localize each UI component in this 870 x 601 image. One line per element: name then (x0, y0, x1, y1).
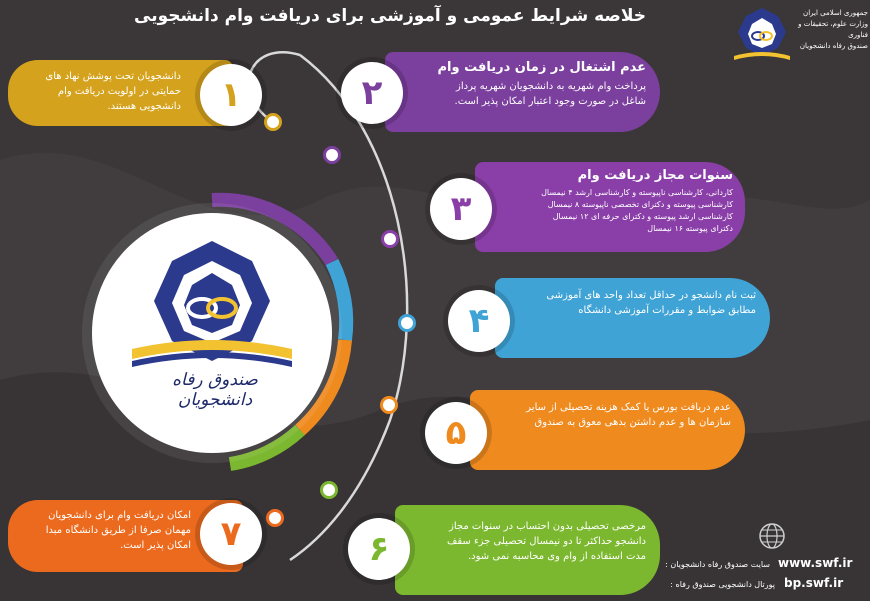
connector-dot-6 (320, 481, 338, 499)
org-line-2: وزارت علوم، تحقیقات و فناوری (798, 20, 868, 39)
condition-1-text: دانشجویان تحت پوشش نهاد های حمایتی در اولویت دریافت وام دانشجویی هستند. (45, 71, 181, 112)
condition-6-text: مرخصی تحصیلی بدون احتساب در سنوات مجاز دانشجو حداکثر تا دو نیمسال تحصیلی جزء سقف مدت استفاده از وام وی محاسبه نمی شود. (446, 521, 646, 562)
connector-dot-2 (323, 146, 341, 164)
number-badge-6 (348, 518, 410, 580)
site-url-link[interactable]: www.swf.ir (778, 556, 853, 570)
condition-card-3 (475, 162, 745, 252)
portal-label: پورتال دانشجویی صندوق رفاه : (670, 580, 775, 589)
connector-dot-4 (398, 314, 416, 332)
number-2: ۲ (361, 73, 383, 113)
fund-logo-icon (728, 4, 796, 64)
condition-4-text: ثبت نام دانشجو در حداقل تعداد واحد های آموزشی مطابق ضوابط و مقررات آموزشی دانشگاه (546, 290, 756, 316)
globe-icon (757, 521, 787, 551)
page-title: خلاصه شرایط عمومی و آموزشی برای دریافت وام دانشجویی (134, 6, 646, 26)
connector-dot-5 (380, 396, 398, 414)
number-badge-7 (200, 503, 262, 565)
number-1: ۱ (220, 75, 242, 115)
condition-3-line-4: دکترای پیوسته ۱۶ نیمسال (647, 224, 733, 233)
connector-dot-3 (381, 230, 399, 248)
condition-2-text: پرداخت وام شهریه به دانشجویان شهریه پرداز شاغل در صورت وجود اعتبار امکان پذیر است. (454, 81, 646, 107)
portal-url-link[interactable]: bp.swf.ir (784, 576, 844, 590)
condition-2-title: عدم اشتغال در زمان دریافت وام (437, 60, 646, 75)
org-line-1: جمهوری اسلامی ایران (803, 9, 868, 17)
site-label: سایت صندوق رفاه دانشجویان : (665, 560, 770, 569)
number-badge-4 (448, 290, 510, 352)
number-6: ۶ (368, 529, 390, 569)
condition-card-5 (470, 390, 745, 470)
condition-5-text: عدم دریافت بورس یا کمک هزینه تحصیلی از سایر سازمان ها و عدم داشتن بدهی معوق به صندوق (526, 402, 731, 428)
center-logo-text: صندوق رفاه دانشجویان (172, 370, 258, 410)
condition-card-6 (395, 505, 660, 595)
condition-card-4 (495, 278, 770, 358)
connector-dot-1 (264, 113, 282, 131)
condition-3-line-3: کارشناسی ارشد پیوسته و دکترای حرفه ای ۱۲ نیمسال (552, 212, 733, 221)
center-logo-circle (92, 213, 332, 453)
number-badge-1 (200, 64, 262, 126)
org-name (798, 8, 868, 52)
org-line-3: صندوق رفاه دانشجویان (799, 42, 868, 50)
condition-3-line-1: کاردانی، کارشناسی ناپیوسته و کارشناسی ارشد ۴ نیمسال (541, 188, 733, 197)
condition-card-2 (385, 52, 660, 132)
connector-dot-7 (266, 509, 284, 527)
number-badge-5 (425, 402, 487, 464)
condition-3-line-2: کارشناسی پیوسته و دکترای تخصصی ناپیوسته ۸ نیمسال (547, 200, 733, 209)
condition-3-title: سنوات مجاز دریافت وام (577, 168, 733, 183)
fund-logo-icon (92, 213, 332, 453)
number-badge-3 (430, 178, 492, 240)
number-5: ۵ (445, 413, 467, 453)
number-3: ۳ (450, 189, 472, 229)
number-badge-2 (341, 62, 403, 124)
number-7: ۷ (220, 514, 242, 554)
condition-7-text: امکان دریافت وام برای دانشجویان مهمان صرفا از طریق دانشگاه مبدا امکان پذیر است. (45, 510, 191, 551)
number-4: ۴ (468, 301, 490, 341)
